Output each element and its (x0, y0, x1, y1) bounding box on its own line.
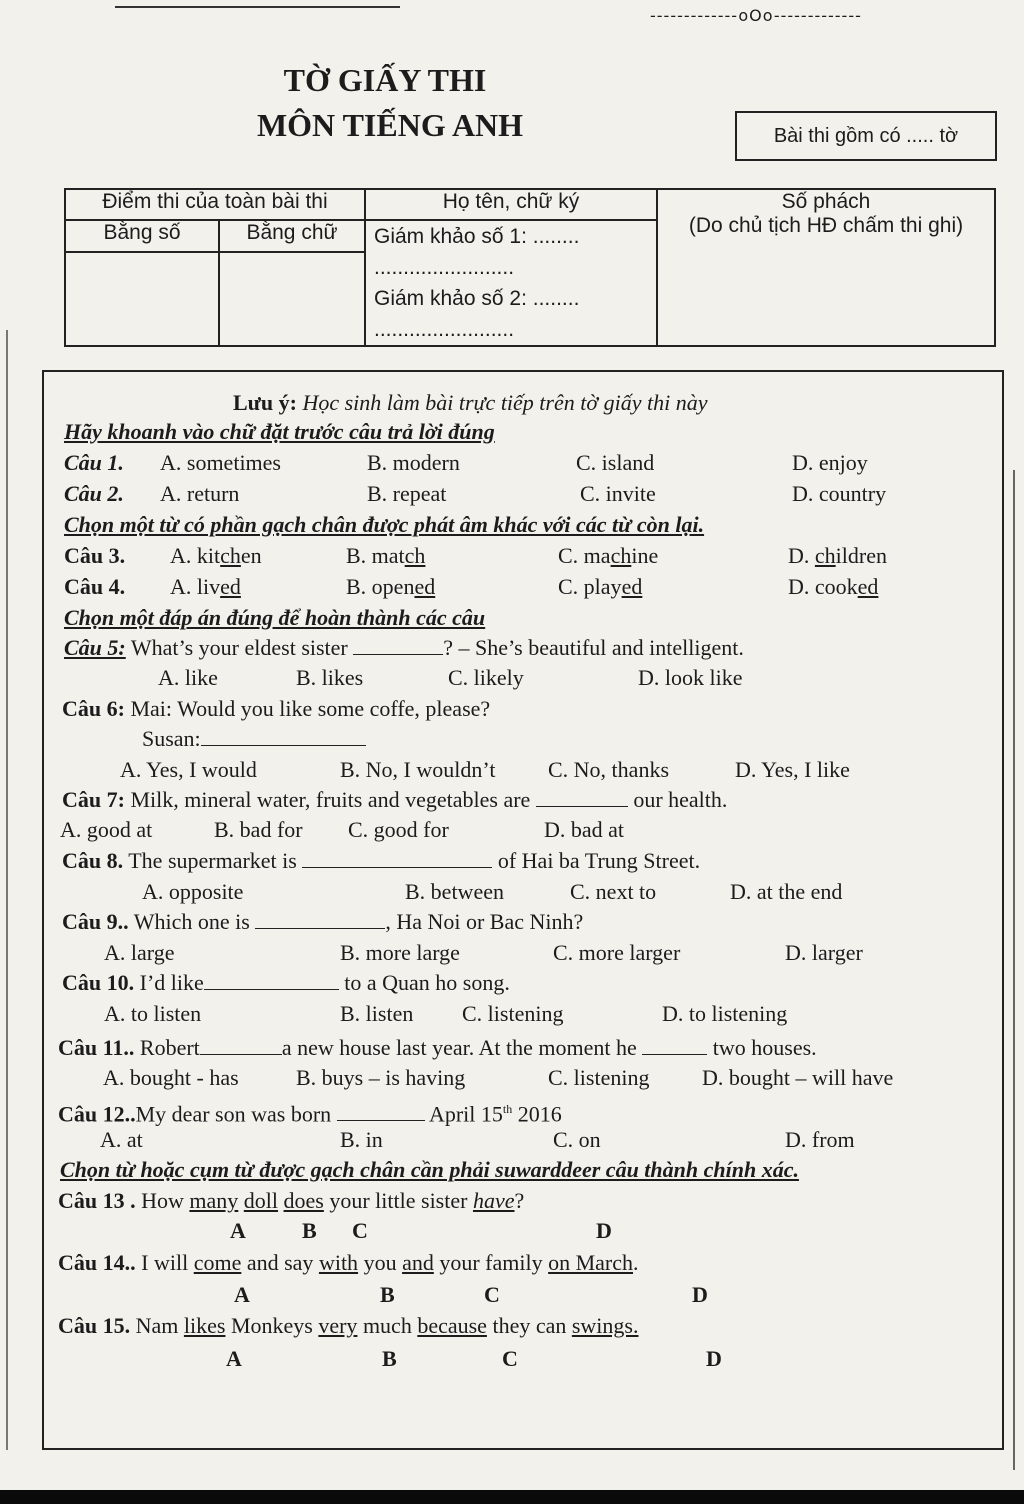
q8-text-2: of Hai ba Trung Street. (497, 848, 701, 873)
q10-text-2: to a Quan ho song. (344, 970, 510, 995)
section-2-heading: Chọn một từ có phần gạch chân được phát âm khác với các từ còn lại. (64, 512, 705, 537)
q3-a-post: en (240, 543, 262, 568)
q5-text-2: ? – She’s beautiful and intelligent. (443, 635, 744, 660)
q3-option-a[interactable] (170, 543, 262, 569)
q7-text-2: our health. (633, 787, 728, 812)
q15-part-d[interactable]: swings. (571, 1313, 639, 1338)
q11-option-b[interactable]: B. buys – is having (296, 1065, 466, 1090)
q13-part-d[interactable]: have (472, 1188, 515, 1213)
note-text: Học sinh làm bài trực tiếp trên tờ giấy thi này (302, 390, 708, 415)
q4-c-pre: C. play (558, 574, 622, 599)
q10-option-b[interactable]: B. listen (340, 1001, 414, 1026)
q10-text-1: I’d like (139, 970, 204, 995)
q1-option-c[interactable]: C. island (576, 450, 655, 475)
q6-susan: Susan: (142, 726, 201, 751)
question-15 (58, 1313, 638, 1339)
note-label: Lưu ý: (233, 390, 297, 415)
question-11 (58, 1035, 817, 1061)
q13-letter-a: A (230, 1218, 246, 1243)
q15-part-c[interactable]: because (417, 1313, 487, 1338)
q11-option-a[interactable]: A. bought - has (103, 1065, 239, 1090)
q12-text-3: 2016 (517, 1101, 562, 1127)
q11-option-d[interactable]: D. bought – will have (702, 1065, 894, 1090)
q2-option-b[interactable]: B. repeat (367, 481, 447, 506)
q15-letter-c: C (502, 1346, 518, 1371)
q2-option-a[interactable]: A. return (160, 481, 240, 506)
q11-option-c[interactable]: C. listening (548, 1065, 650, 1090)
q3-c-underlined: ch (610, 543, 632, 568)
scan-edge-right (1013, 470, 1015, 1470)
examiner-1: Giám khảo số 1: ........ (374, 225, 580, 248)
q3-c-pre: C. ma (558, 543, 611, 568)
examiners-cell (365, 220, 657, 346)
q15-t1: Nam (135, 1313, 184, 1338)
q3-option-b[interactable] (346, 543, 425, 569)
serial-field[interactable] (657, 252, 995, 346)
q4-option-a[interactable] (170, 574, 241, 600)
q14-t5: . (633, 1250, 639, 1275)
q9-text-2: , Ha Noi or Bac Ninh? (385, 909, 584, 934)
q4-b-underlined: ed (414, 574, 436, 599)
q4-b-pre: B. open (346, 574, 415, 599)
q6-label: Câu 6: (62, 696, 125, 721)
q4-d-pre: D. cook (788, 574, 858, 599)
serial-header (657, 189, 995, 252)
q3-label: Câu 3. (64, 543, 126, 568)
q3-option-d[interactable] (788, 543, 887, 569)
q11-label: Câu 11.. (58, 1035, 135, 1060)
q4-a-underlined: ed (220, 574, 241, 599)
q11-text-1: Robert (139, 1035, 200, 1060)
q14-label: Câu 14.. (58, 1250, 136, 1275)
q6-blank[interactable] (201, 727, 366, 746)
section-1-heading: Hãy khoanh vào chữ đặt trước câu trả lời đúng (64, 419, 495, 444)
q14-part-b[interactable]: with (318, 1250, 359, 1275)
q8-option-b[interactable]: B. between (405, 879, 504, 904)
q15-letter-b: B (382, 1346, 397, 1371)
q9-text-1: Which one is (133, 909, 250, 934)
q2-option-d[interactable]: D. country (792, 481, 887, 506)
examiner-2-dots: ........................ (374, 318, 515, 341)
q12-option-a[interactable]: A. at (100, 1127, 143, 1152)
q8-blank[interactable] (302, 849, 492, 868)
examiner-1-dots: ........................ (374, 256, 515, 279)
q3-b-pre: B. mat (346, 543, 405, 568)
q9-option-b[interactable]: B. more large (340, 940, 460, 965)
q12-sup: th (502, 1102, 513, 1116)
q12-option-b[interactable]: B. in (340, 1127, 383, 1152)
question-12 (58, 1096, 562, 1127)
q15-t4: they can (492, 1313, 572, 1338)
q10-option-d[interactable]: D. to listening (662, 1001, 788, 1026)
q11-text-2: a new house last year. At the moment he (281, 1035, 637, 1060)
q13-t2: your little sister (329, 1188, 473, 1213)
q14-part-a[interactable]: come (193, 1250, 242, 1275)
q12-option-c[interactable]: C. on (553, 1127, 601, 1152)
question-8 (62, 848, 700, 874)
q14-part-c[interactable]: and (402, 1250, 434, 1275)
signature-header: Họ tên, chữ ký (365, 189, 657, 220)
q1-option-d[interactable]: D. enjoy (792, 450, 868, 475)
q13-part-c[interactable]: does (283, 1188, 324, 1213)
q11-text-3: two houses. (712, 1035, 817, 1060)
question-14 (58, 1250, 639, 1276)
q13-letter-d: D (596, 1218, 612, 1243)
question-6 (62, 696, 490, 722)
q15-label: Câu 15. (58, 1313, 131, 1338)
q3-c-post: ine (631, 543, 659, 568)
q12-text-1: My dear son was born (135, 1101, 332, 1127)
q10-blank[interactable] (204, 971, 339, 990)
q15-t3: much (362, 1313, 418, 1338)
q13-t1: How (141, 1188, 190, 1213)
q12-label: Câu 12.. (58, 1101, 136, 1127)
q6-susan-line (142, 726, 366, 752)
bottom-black-bar (0, 1490, 1024, 1504)
q13-part-a[interactable]: many (189, 1188, 239, 1213)
q14-t2: and say (246, 1250, 319, 1275)
q15-letter-d: D (706, 1346, 722, 1371)
q9-option-c[interactable]: C. more larger (553, 940, 681, 965)
section-3-heading: Chọn một đáp án đúng để hoàn thành các câu (64, 605, 486, 630)
q4-option-b[interactable] (346, 574, 435, 600)
question-7 (62, 787, 727, 813)
q14-t3: you (363, 1250, 403, 1275)
score-words-header: Bằng chữ (219, 220, 365, 252)
q2-option-c[interactable]: C. invite (580, 481, 656, 506)
q4-d-underlined: ed (857, 574, 879, 599)
q15-letter-a: A (226, 1346, 242, 1371)
title-subject: MÔN TIẾNG ANH (256, 107, 524, 143)
q7-label: Câu 7: (62, 787, 125, 812)
q7-option-c[interactable]: C. good for (348, 817, 449, 842)
q7-blank[interactable] (536, 788, 628, 807)
q2-label: Câu 2. (64, 481, 124, 506)
q8-option-c[interactable]: C. next to (570, 879, 657, 904)
q4-option-d[interactable] (788, 574, 878, 600)
question-2 (64, 481, 124, 507)
score-number-field[interactable] (65, 252, 219, 346)
q12-blank[interactable] (337, 1102, 425, 1121)
q3-b-underlined: ch (404, 543, 426, 568)
q8-option-a[interactable]: A. opposite (142, 879, 244, 904)
q5-option-c[interactable]: C. likely (448, 665, 524, 690)
q12-option-d[interactable]: D. from (785, 1127, 855, 1152)
q14-letter-a: A (234, 1282, 250, 1307)
q4-a-pre: A. liv (170, 574, 221, 599)
q13-t3: ? (514, 1188, 525, 1213)
q9-label: Câu 9.. (62, 909, 129, 934)
q10-option-c[interactable]: C. listening (462, 1001, 564, 1026)
q4-option-c[interactable] (558, 574, 642, 600)
q6-option-a[interactable]: A. Yes, I would (120, 757, 257, 782)
q15-part-a[interactable]: likes (183, 1313, 226, 1338)
q1-option-b[interactable]: B. modern (367, 450, 460, 475)
q12-text-2: April 15 (428, 1101, 503, 1127)
section-4-heading: Chọn từ hoặc cụm từ được gạch chân cần phải suwarddeer câu thành chính xác. (60, 1157, 799, 1182)
q5-option-a[interactable]: A. like (158, 665, 218, 690)
q5-label: Câu 5: (64, 635, 126, 660)
scan-edge-left (6, 330, 8, 1450)
q5-option-b[interactable]: B. likes (296, 665, 364, 690)
q6-option-c[interactable]: C. No, thanks (548, 757, 669, 782)
header-ornament: -------------oOo------------- (650, 6, 862, 25)
q3-d-pre: D. (788, 543, 815, 568)
q3-a-underlined: ch (220, 543, 241, 568)
q13-part-b[interactable]: doll (243, 1188, 279, 1213)
q11-blank-2[interactable] (642, 1036, 707, 1055)
q6-option-b[interactable]: B. No, I wouldn’t (340, 757, 496, 782)
q13-letter-b: B (302, 1218, 317, 1243)
q10-option-a[interactable]: A. to listen (104, 1001, 202, 1026)
q1-option-a[interactable]: A. sometimes (160, 450, 281, 475)
question-5 (64, 635, 744, 661)
title-exam-paper: TỜ GIẤY THI (283, 62, 487, 98)
page-count-box: Bài thi gồm có ..... tờ (735, 111, 997, 161)
q9-option-d[interactable]: D. larger (785, 940, 863, 965)
q6-text: Mai: Would you like some coffe, please? (130, 696, 491, 721)
question-9 (62, 909, 583, 935)
question-10 (62, 970, 510, 996)
q7-text-1: Milk, mineral water, fruits and vegetables are (130, 787, 531, 812)
q8-label: Câu 8. (62, 848, 124, 873)
q13-letter-c: C (352, 1218, 368, 1243)
q14-letter-d: D (692, 1282, 708, 1307)
q14-t4: your family (439, 1250, 549, 1275)
q14-t1: I will (141, 1250, 194, 1275)
q7-option-d[interactable]: D. bad at (544, 817, 625, 842)
q3-a-pre: A. kit (170, 543, 221, 568)
q4-label: Câu 4. (64, 574, 126, 599)
q15-part-b[interactable]: very (318, 1313, 358, 1338)
q8-option-d[interactable]: D. at the end (730, 879, 843, 904)
q7-option-a[interactable]: A. good at (60, 817, 153, 842)
q8-text-1: The supermarket is (128, 848, 297, 873)
q9-option-a[interactable]: A. large (104, 940, 175, 965)
q9-blank[interactable] (255, 910, 385, 929)
q3-d-underlined: ch (814, 543, 836, 568)
serial-note: (Do chủ tịch HĐ chấm thi ghi) (688, 214, 964, 237)
q5-blank[interactable] (353, 636, 443, 655)
top-divider (115, 6, 400, 8)
score-table (64, 188, 996, 347)
q11-blank-1[interactable] (200, 1036, 282, 1055)
q4-c-underlined: ed (621, 574, 643, 599)
q5-option-d[interactable]: D. look like (638, 665, 743, 690)
q13-label: Câu 13 . (58, 1188, 136, 1213)
q10-label: Câu 10. (62, 970, 135, 995)
q14-letter-b: B (380, 1282, 395, 1307)
q3-option-c[interactable] (558, 543, 658, 569)
note-line (233, 390, 707, 416)
q5-text-1: What’s your eldest sister (130, 635, 348, 660)
serial-title: Số phách (781, 190, 871, 213)
q14-letter-c: C (484, 1282, 500, 1307)
q6-option-d[interactable]: D. Yes, I like (735, 757, 850, 782)
q14-part-d[interactable]: on March (548, 1250, 634, 1275)
q3-d-post: ildren (835, 543, 887, 568)
score-number-header: Bằng số (65, 220, 219, 252)
examiner-2: Giám khảo số 2: ........ (374, 287, 580, 310)
question-13 (58, 1188, 524, 1214)
q7-option-b[interactable]: B. bad for (214, 817, 303, 842)
question-1 (64, 450, 124, 476)
q15-t2: Monkeys (230, 1313, 319, 1338)
q1-label: Câu 1. (64, 450, 124, 475)
score-header: Điểm thi của toàn bài thi (65, 189, 365, 220)
score-words-field[interactable] (219, 252, 365, 346)
